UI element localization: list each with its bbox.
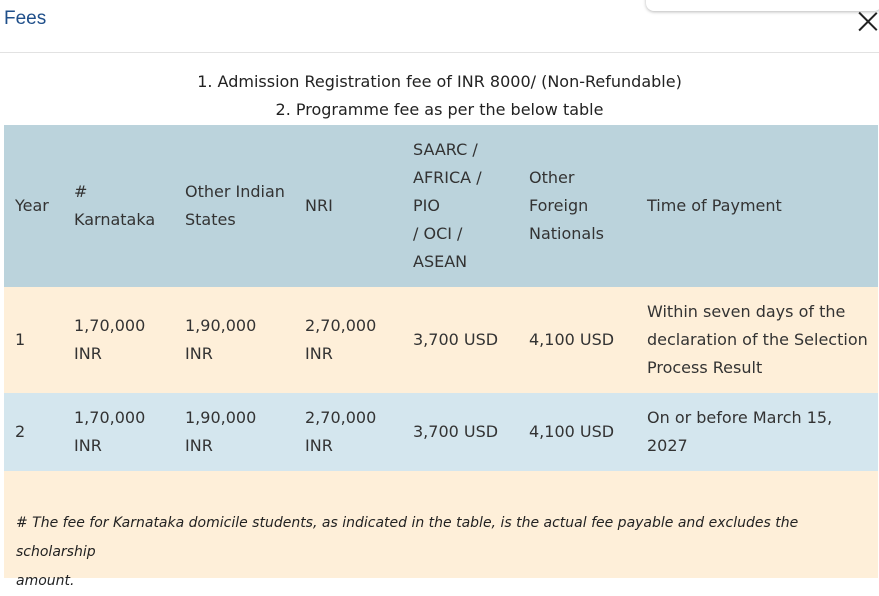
cell-foreign: 4,100 USD bbox=[529, 330, 615, 349]
cell-other-states bbox=[174, 287, 294, 393]
cell-year: 1 bbox=[15, 330, 26, 349]
cell-nri bbox=[294, 287, 402, 393]
cell-other-states bbox=[174, 393, 294, 471]
cell-line: On or before March 15, bbox=[647, 408, 833, 427]
cell-line: INR bbox=[305, 344, 333, 363]
header-line: # bbox=[74, 182, 88, 201]
cell-line: 1,90,000 bbox=[185, 408, 257, 427]
header-line: AFRICA / bbox=[413, 168, 482, 187]
cell-line: INR bbox=[185, 436, 213, 455]
cell-karnataka bbox=[63, 287, 174, 393]
cell-saarc: 3,700 USD bbox=[413, 330, 499, 349]
fees-table bbox=[4, 125, 878, 471]
cell-line: INR bbox=[185, 344, 213, 363]
cell-karnataka bbox=[63, 393, 174, 471]
cell-line: Within seven days of the bbox=[647, 302, 846, 321]
modal-title: Fees bbox=[4, 8, 47, 29]
header-line: Year bbox=[15, 196, 49, 215]
cell-line: Process Result bbox=[647, 358, 763, 377]
header-other-indian-states bbox=[174, 125, 294, 287]
header-line: ASEAN bbox=[413, 252, 468, 271]
cell-line: 1,70,000 bbox=[74, 316, 146, 335]
admission-fee-note: 1. Admission Registration fee of INR 8000/ (Non-Refundable) bbox=[197, 72, 682, 91]
header-year bbox=[4, 125, 63, 287]
header-line: Karnataka bbox=[74, 210, 156, 229]
cell-line: 2,70,000 bbox=[305, 316, 377, 335]
cell-line: INR bbox=[305, 436, 333, 455]
table-header-row bbox=[4, 125, 878, 287]
close-icon[interactable] bbox=[856, 10, 879, 34]
header-nri bbox=[294, 125, 402, 287]
cell-foreign: 4,100 USD bbox=[529, 422, 615, 441]
cell-year: 2 bbox=[15, 422, 26, 441]
footnote-line: # The fee for Karnataka domicile students, as indicated in the table, is the actual fee payable and excludes the scholarship bbox=[16, 515, 799, 560]
header-line: Foreign bbox=[529, 196, 589, 215]
cell-line: 2,70,000 bbox=[305, 408, 377, 427]
popover-fragment bbox=[646, 0, 879, 11]
header-line: States bbox=[185, 210, 236, 229]
header-time-of-payment bbox=[636, 125, 878, 287]
cell-nri bbox=[294, 393, 402, 471]
table-row bbox=[4, 287, 878, 393]
header-line: Other bbox=[529, 168, 575, 187]
header-line: PIO bbox=[413, 196, 440, 215]
cell-line: 2027 bbox=[647, 436, 688, 455]
cell-line: INR bbox=[74, 436, 102, 455]
header-line: Nationals bbox=[529, 224, 605, 243]
header-saarc bbox=[402, 125, 518, 287]
cell-line: 1,70,000 bbox=[74, 408, 146, 427]
cell-line: INR bbox=[74, 344, 102, 363]
cell-time-of-payment bbox=[636, 393, 878, 471]
header-line: NRI bbox=[305, 196, 333, 215]
footnote-text bbox=[16, 509, 871, 596]
programme-fee-note: 2. Programme fee as per the below table bbox=[275, 100, 604, 119]
cell-line: declaration of the Selection bbox=[647, 330, 868, 349]
header-line: SAARC / bbox=[413, 140, 478, 159]
header-line: / OCI / bbox=[413, 224, 463, 243]
cell-line: 1,90,000 bbox=[185, 316, 257, 335]
header-line: Time of Payment bbox=[647, 196, 782, 215]
footnote-line: amount. bbox=[16, 573, 75, 589]
header-karnataka bbox=[63, 125, 174, 287]
cell-time-of-payment bbox=[636, 287, 878, 393]
header-other-foreign-nationals bbox=[518, 125, 636, 287]
footnote-box bbox=[4, 471, 878, 589]
cell-saarc: 3,700 USD bbox=[413, 422, 499, 441]
header-line: Other Indian bbox=[185, 182, 285, 201]
table-row bbox=[4, 393, 878, 471]
